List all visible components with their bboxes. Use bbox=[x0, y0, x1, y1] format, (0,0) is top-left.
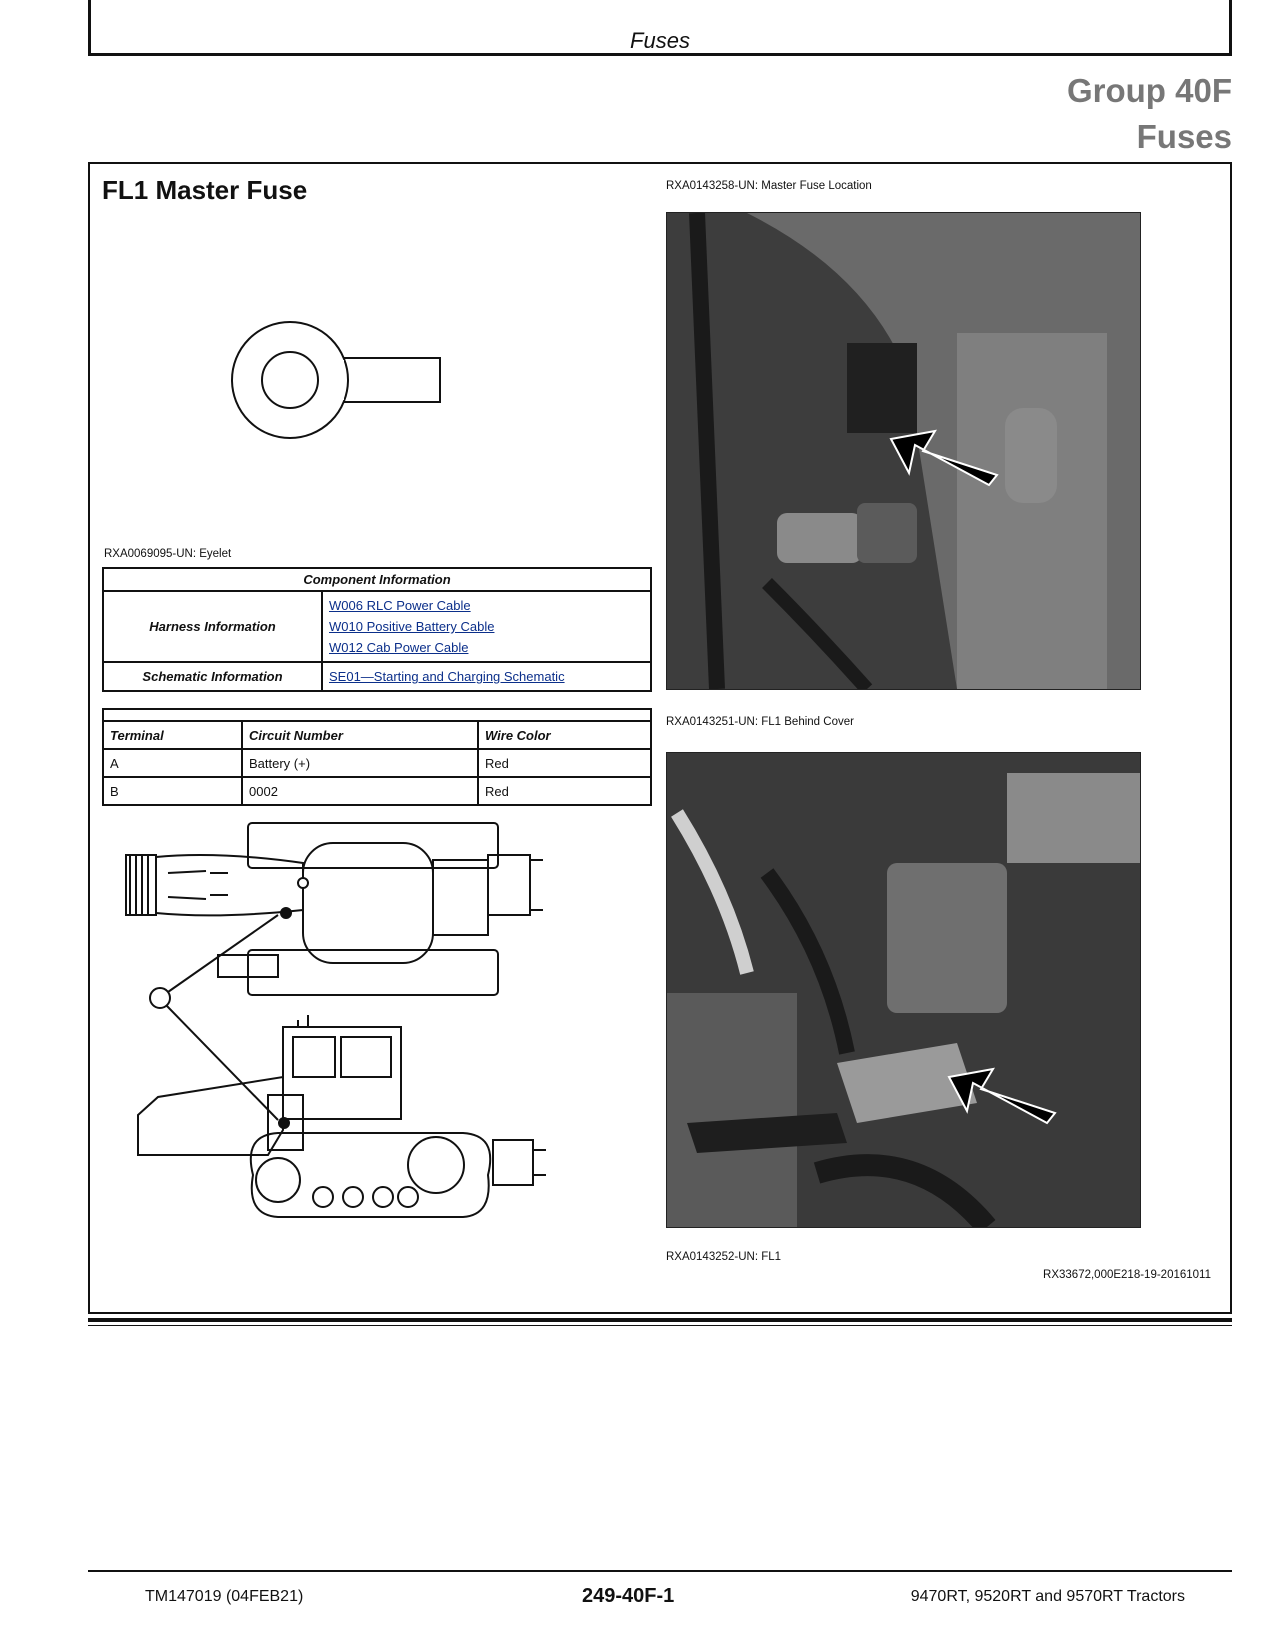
callout-leader-side bbox=[166, 1005, 278, 1120]
harness-info-label: Harness Information bbox=[103, 591, 322, 662]
fl1-behind-cover-photo-art bbox=[667, 753, 1140, 1227]
section-title: FL1 Master Fuse bbox=[102, 175, 308, 205]
schematic-link-se01[interactable]: SE01—Starting and Charging Schematic bbox=[329, 669, 565, 684]
master-fuse-location-photo bbox=[666, 212, 1141, 690]
tractor-location-diagram bbox=[118, 815, 578, 1275]
tractor-side-view bbox=[138, 1015, 546, 1217]
group-title-line2: Fuses bbox=[1136, 118, 1232, 155]
schematic-link-cell bbox=[322, 662, 651, 691]
harness-link-w010[interactable]: W010 Positive Battery Cable bbox=[329, 619, 495, 634]
component-info-header: Component Information bbox=[103, 568, 651, 591]
harness-link-w006[interactable]: W006 RLC Power Cable bbox=[329, 598, 471, 613]
diagram-caption: RXA0143252-UN: FL1 bbox=[666, 1251, 782, 1263]
photo2-caption: RXA0143251-UN: FL1 Behind Cover bbox=[666, 716, 854, 728]
master-fuse-location-photo-art bbox=[667, 213, 1140, 689]
wire-color-cell: Red bbox=[478, 749, 651, 777]
circuit-number-header: Circuit Number bbox=[242, 721, 478, 749]
harness-link-w012[interactable]: W012 Cab Power Cable bbox=[329, 640, 469, 655]
group-title bbox=[1067, 68, 1232, 160]
terminal-cell: B bbox=[103, 777, 242, 805]
circuit-number-cell: Battery (+) bbox=[242, 749, 478, 777]
terminal-cell: A bbox=[103, 749, 242, 777]
eyelet-caption: RXA0069095-UN: Eyelet bbox=[104, 548, 232, 560]
terminal-header: Terminal bbox=[103, 721, 242, 749]
wire-color-cell: Red bbox=[478, 777, 651, 805]
schematic-info-label: Schematic Information bbox=[103, 662, 322, 691]
table-row bbox=[103, 749, 651, 777]
terminal-table bbox=[102, 708, 652, 806]
reference-code: RX33672,000E218-19-20161011 bbox=[1043, 1269, 1211, 1281]
footer-doc-id: TM147019 (04FEB21) bbox=[145, 1588, 304, 1605]
harness-links bbox=[322, 591, 651, 662]
running-header: Fuses bbox=[630, 28, 690, 53]
component-info-table bbox=[102, 567, 652, 692]
section-divider bbox=[88, 1318, 1232, 1322]
tractor-top-view bbox=[126, 823, 543, 995]
fl1-behind-cover-photo bbox=[666, 752, 1141, 1228]
section-divider-thin bbox=[88, 1325, 1232, 1326]
group-title-line1: Group 40F bbox=[1066, 72, 1232, 109]
table-row bbox=[103, 777, 651, 805]
terminal-table-spacer bbox=[103, 709, 651, 721]
wire-color-header: Wire Color bbox=[478, 721, 651, 749]
footer-page-number: 249-40F-1 bbox=[582, 1585, 675, 1607]
footer-divider bbox=[88, 1570, 1232, 1572]
photo1-caption: RXA0143258-UN: Master Fuse Location bbox=[666, 180, 872, 192]
footer-model-title: 9470RT, 9520RT and 9570RT Tractors bbox=[910, 1588, 1185, 1605]
circuit-number-cell: 0002 bbox=[242, 777, 478, 805]
callout-leader-top bbox=[168, 915, 278, 992]
eyelet-illustration bbox=[230, 310, 450, 450]
